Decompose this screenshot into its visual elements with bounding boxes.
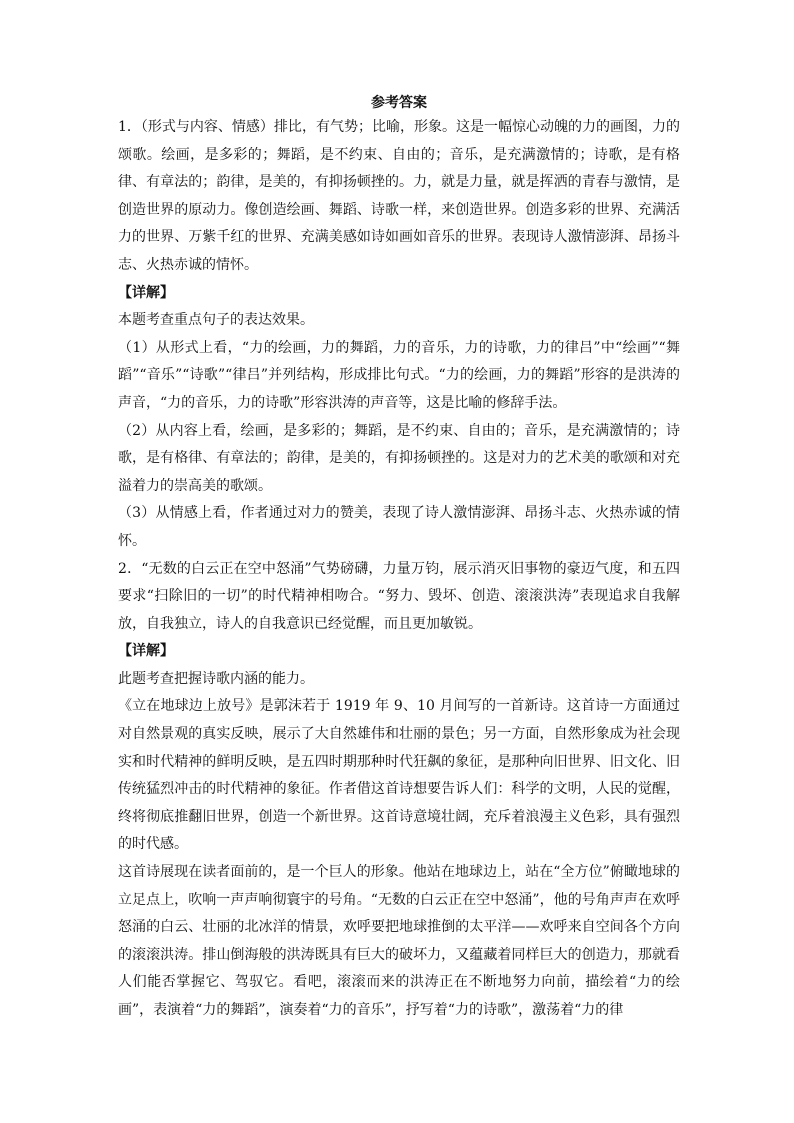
document-title: 参考答案 [371,95,427,111]
poem-analysis-paragraph: 这首诗展现在读者面前的，是一个巨人的形象。他站在地球边上，站在“全方位”俯瞰地球的立足点上，吹响一声声响彻寰宇的号角。“无数的白云正在空中怒涌”，他的号角声声在欢呼怒涌的白云、壮丽的北冰洋的情景，欢呼要把地球推倒的太平洋——欢呼来自空间各个方向的滚滚洪涛。排山倒海般的洪涛既具有巨大的破坏力，又蕴藏着同样巨大的创造力，那就看人们能否掌握它、驾驭它。看吧，滚滚而来的洪涛正在不断地努力向前，描绘着“力的绘画”，表演着“力的舞蹈”，演奏着“力的音乐”，抒写着“力的诗歌”，激荡着“力的律 [118,864,680,1018]
detail-point-content: （2）从内容上看，绘画，是多彩的；舞蹈，是不约束、自由的；音乐，是充满激情的；诗歌，是有格律、有章法的；韵律，是美的，有抑扬顿挫的。这是对力的艺术美的歌颂和对充溢着力的崇高美的歌颂。 [118,422,680,494]
detail-intro-1: 本题考查重点句子的表达效果。 [118,312,314,329]
answer-document [118,92,680,1025]
detail-point-form: （1）从形式上看，“力的绘画，力的舞蹈，力的音乐，力的诗歌，力的律吕”中“绘画”“舞蹈”“音乐”“诗歌”“律吕”并列结构，形成排比句式。“力的绘画，力的舞蹈”形容的是洪涛的声音，“力的音乐，力的诗歌”形容洪涛的声音等，这是比喻的修辞手法。 [118,339,680,411]
answer-1-paragraph: 1．（形式与内容、情感）排比，有气势；比喻，形象。这是一幅惊心动魄的力的画图，力的颂歌。绘画，是多彩的；舞蹈，是不约束、自由的；音乐，是充满激情的；诗歌，是有格律、有章法的；韵律，是美的，有抑扬顿挫的。力，就是力量，就是挥洒的青春与激情，是创造世界的原动力。像创造绘画、舞蹈、诗歌一样，来创造世界。创造多彩的世界、充满活力的世界、万紫千红的世界、充满美感如诗如画如音乐的世界。表现诗人激情澎湃、昂扬斗志、火热赤诚的情怀。 [118,119,680,273]
detail-heading-2: 【详解】 [118,643,174,660]
detail-intro-2: 此题考查把握诗歌内涵的能力。 [118,670,314,687]
detail-heading-1: 【详解】 [118,284,174,301]
detail-point-emotion: （3）从情感上看，作者通过对力的赞美，表现了诗人激情澎湃、昂扬斗志、火热赤诚的情怀。 [118,505,680,549]
poem-background-paragraph: 《立在地球边上放号》是郭沫若于 1919 年 9、10 月间写的一首新诗。这首诗一方面通过对自然景观的真实反映，展示了大自然雄伟和壮丽的景色；另一方面，自然形象成为社会现实和时代精神的鲜明反映，是五四时期那种时代狂飙的象征，是那种向旧世界、旧文化、旧传统猛烈冲击的时代精神的象征。作者借这首诗想要告诉人们：科学的文明，人民的觉醒，终将彻底推翻旧世界，创造一个新世界。这首诗意境壮阔，充斥着浪漫主义色彩，具有强烈的时代感。 [118,698,680,853]
answer-2-paragraph: 2．“无数的白云正在空中怒涌”气势磅礴，力量万钧，展示消灭旧事物的豪迈气度，和五四要求“扫除旧的一切”的时代精神相吻合。“努力、毁坏、创造、滚滚洪涛”表现追求自我解放，自我独立，诗人的自我意识已经觉醒，而且更加敏锐。 [118,560,680,632]
